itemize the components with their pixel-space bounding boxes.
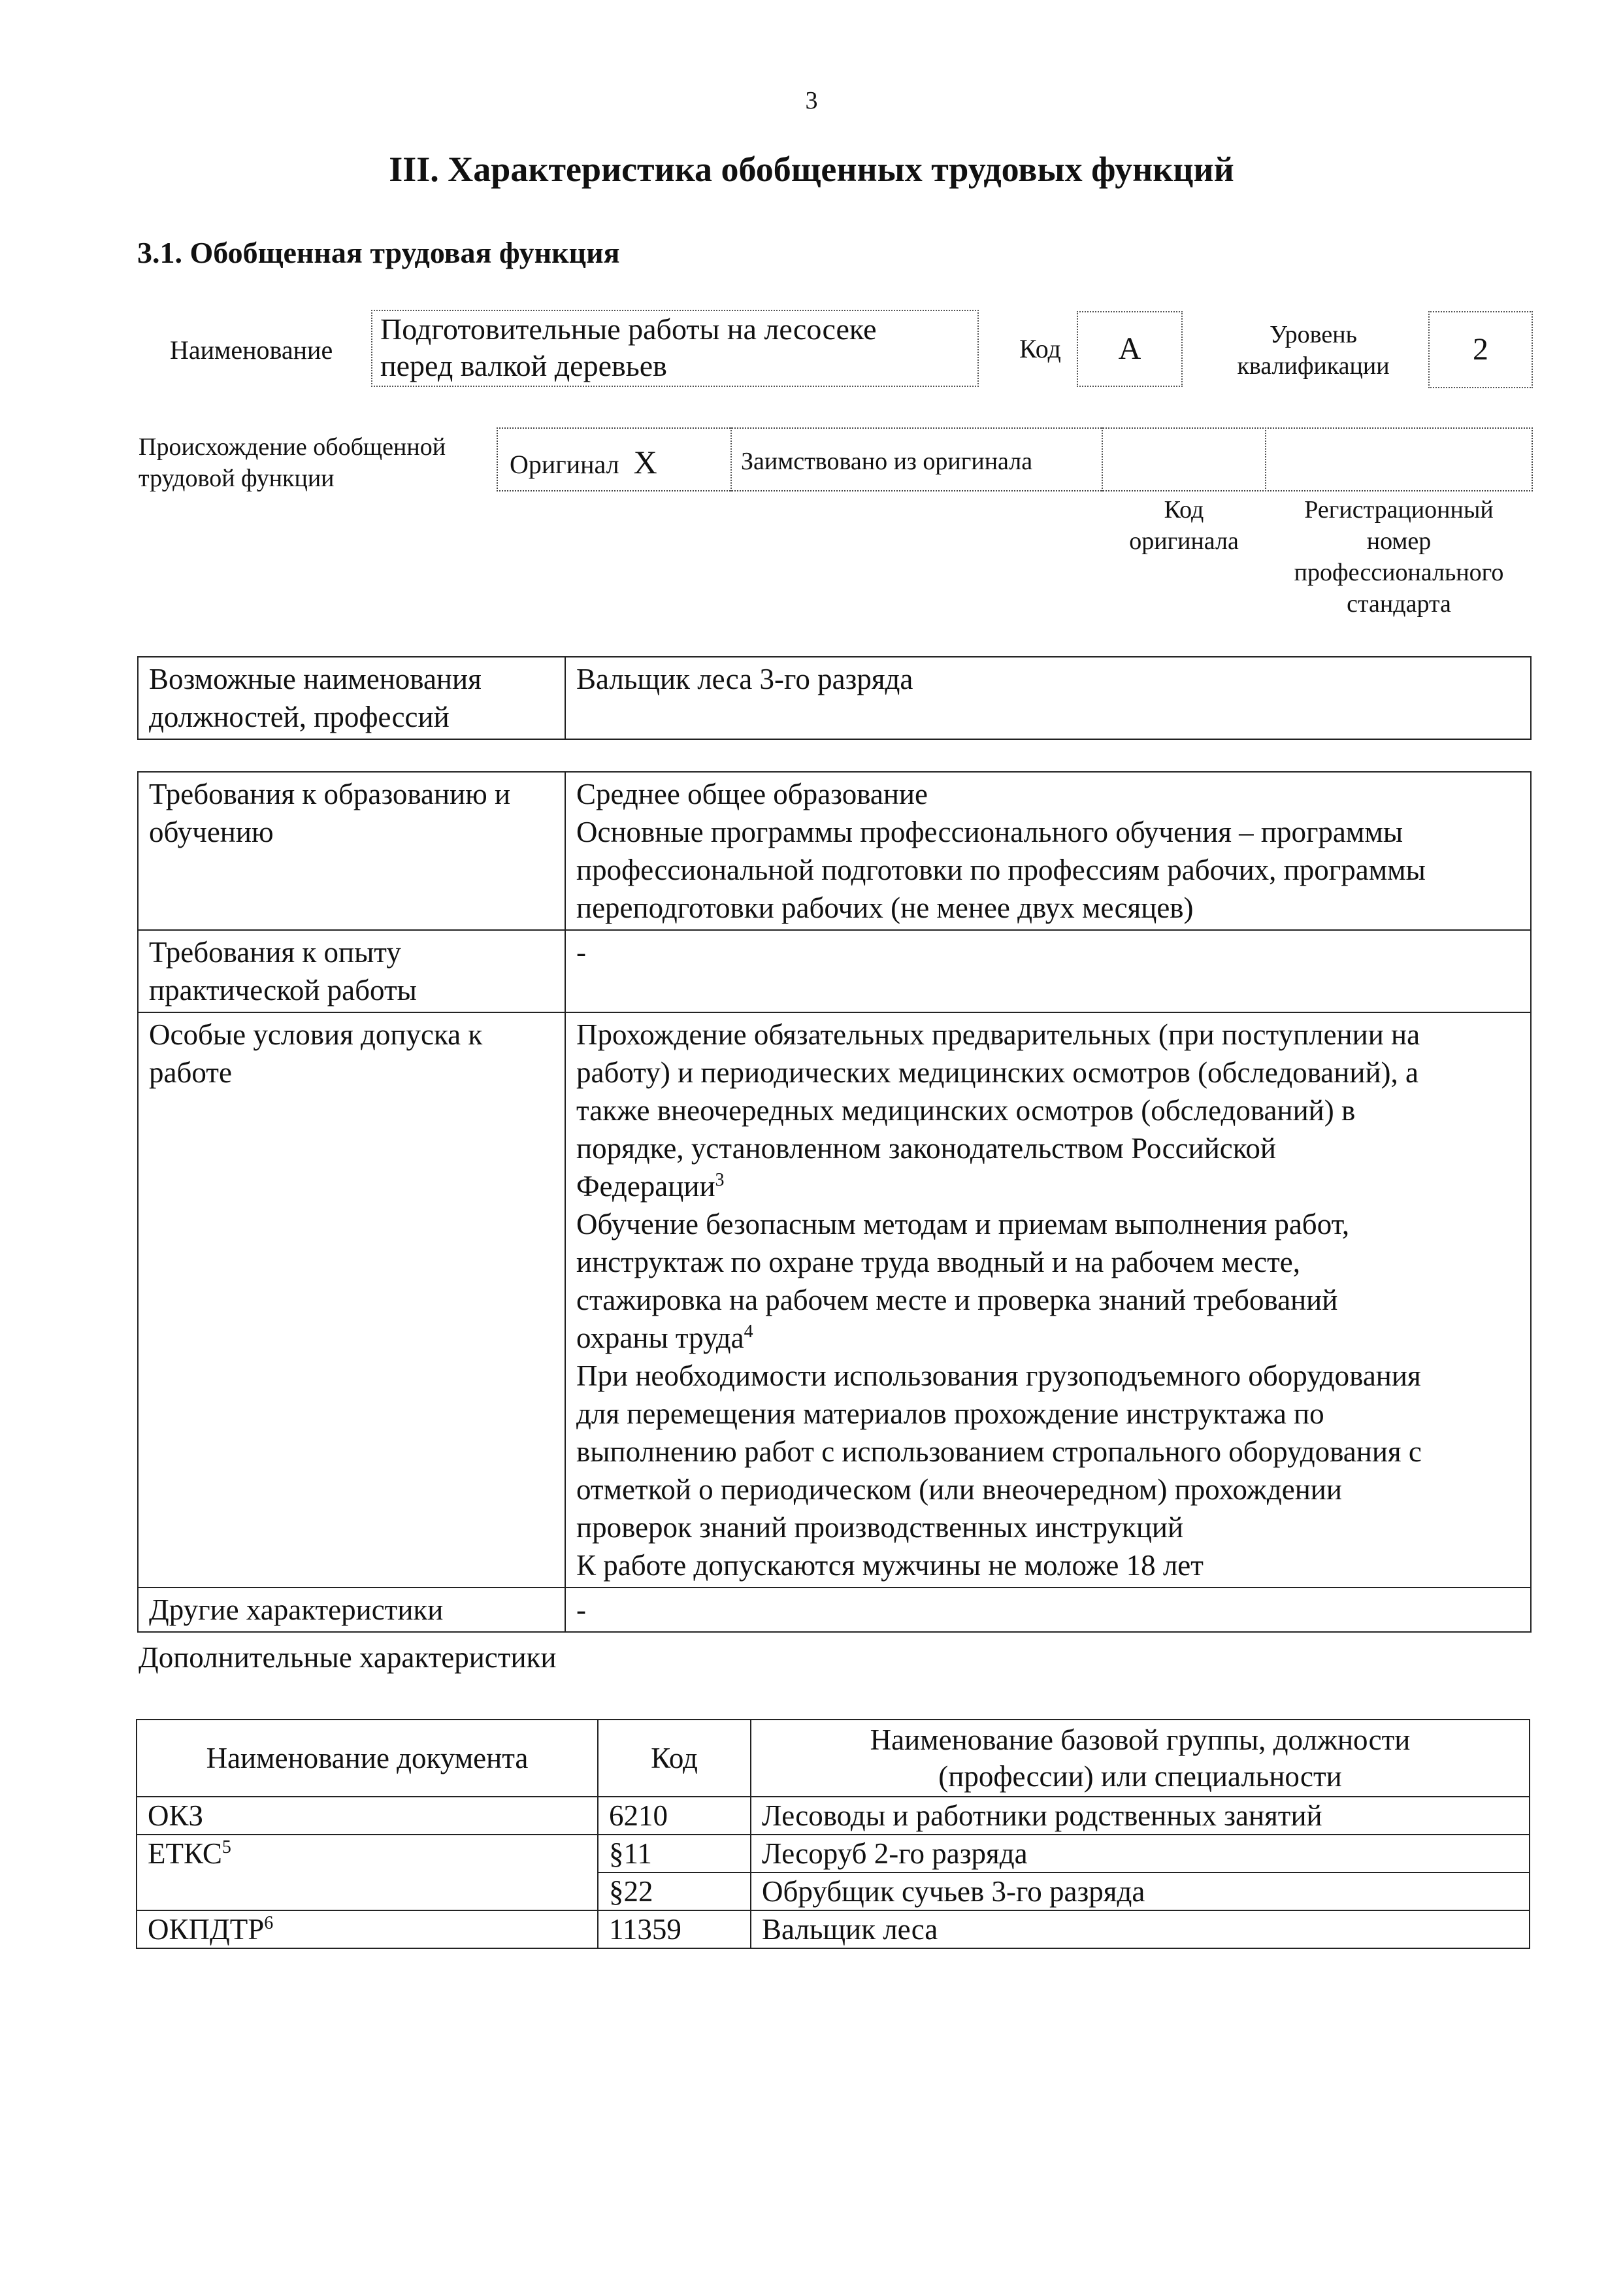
level-label-line1: Уровень [1270,321,1357,348]
col-name-header [751,1720,1530,1797]
table-row [138,1012,1531,1588]
footnote-3: 3 [715,1170,725,1190]
education-line: переподготовки рабочих (не менее двух месяцев) [576,891,1194,924]
conditions-line [576,1319,1520,1357]
page-number: 3 [805,87,818,114]
table-row [138,657,1531,739]
table-row [138,1588,1531,1632]
row-code: 6210 [598,1797,751,1835]
reg-caption-line2: номер [1366,527,1432,555]
positions-label-line1: Возможные наименования [149,663,482,695]
education-label-line1: Требования к образованию и [149,778,511,810]
table-row [137,1797,1530,1835]
conditions-line: работу) и периодических медицинских осмотров (обследований), а [576,1056,1418,1089]
row-doc: ОКЗ [137,1797,598,1835]
conditions-line: инструктаж по охране труда вводный и на рабочем месте, [576,1246,1300,1278]
additional-table [136,1719,1530,1949]
table-header-row [137,1720,1530,1797]
experience-label [138,930,565,1012]
col-code-header: Код [598,1720,751,1797]
conditions-line [576,1167,1520,1205]
section-title: III. Характеристика обобщенных трудовых функций [389,150,1234,189]
table-row [138,772,1531,930]
conditions-line: проверок знаний производственных инструкций [576,1511,1184,1544]
col-doc-header: Наименование документа [137,1720,598,1797]
original-mark: X [633,444,657,480]
function-name-line1: Подготовительные работы на лесосеке [380,312,877,346]
code-caption-line1: Код [1164,496,1204,524]
footnote-4: 4 [744,1322,753,1342]
conditions-line: Прохождение обязательных предварительных (при поступлении на [576,1018,1420,1051]
positions-label-line2: должностей, профессий [149,701,450,733]
row-name: Лесоруб 2-го разряда [751,1835,1530,1872]
education-line: Среднее общее образование [576,778,928,810]
level-label [1215,319,1411,382]
positions-table [137,656,1532,740]
subsection-title: 3.1. Обобщенная трудовая функция [137,236,620,269]
conditions-label [138,1012,565,1588]
row-doc-text: ЕТКС [148,1837,222,1870]
row-name: Обрубщик сучьев 3-го разряда [751,1872,1530,1910]
row-name: Лесоводы и работники родственных занятий [751,1797,1530,1835]
code-original-caption [1104,494,1264,557]
origin-label-line2: трудовой функции [139,465,335,492]
conditions-line: Обучение безопасным методам и приемам выполнения работ, [576,1208,1350,1240]
table-row [138,930,1531,1012]
origin-label [139,431,446,494]
conditions-line: порядке, установленном законодательством Российской [576,1132,1276,1165]
origin-divider-1 [730,427,732,491]
education-line: Основные программы профессионального обучения – программы [576,816,1403,848]
name-label: Наименование [170,335,333,365]
education-label-line2: обучению [149,816,274,848]
level-label-line2: квалификации [1237,352,1390,380]
education-value [565,772,1531,930]
table-row [137,1910,1530,1948]
reg-caption-line4: стандарта [1347,590,1451,618]
origin-divider-3 [1265,427,1266,491]
footnote-5: 5 [221,1837,231,1857]
conditions-line: стажировка на рабочем месте и проверка знаний требований [576,1284,1338,1316]
other-value: - [565,1588,1531,1632]
row-code: §22 [598,1872,751,1910]
origin-original [510,443,657,481]
conditions-line: При необходимости использования грузоподъемного оборудования [576,1359,1421,1392]
level-value: 2 [1428,311,1533,388]
table-row [137,1872,1530,1910]
requirements-table [137,771,1532,1633]
col-name-header-line2: (профессии) или специальности [938,1760,1342,1793]
education-line: профессиональной подготовки по профессиям рабочих, программы [576,854,1426,886]
additional-heading: Дополнительные характеристики [139,1641,557,1674]
conditions-line: для перемещения материалов прохождение инструктажа по [576,1397,1324,1430]
row-doc-text: ОКПДТР [148,1913,265,1946]
function-name-line2: перед валкой деревьев [380,349,667,382]
conditions-line: К работе допускаются мужчины не моложе 18 лет [576,1549,1204,1582]
function-name-box [371,310,979,387]
positions-label [138,657,565,739]
reg-number-caption [1265,494,1533,620]
education-label [138,772,565,930]
other-label: Другие характеристики [138,1588,565,1632]
row-code: §11 [598,1835,751,1872]
original-label: Оригинал [510,450,619,479]
code-label: Код [1019,334,1061,363]
reg-caption-line1: Регистрационный [1304,496,1494,524]
row-doc [137,1910,598,1948]
col-name-header-line1: Наименование базовой группы, должности [870,1723,1411,1756]
experience-label-line2: практической работы [149,974,417,1007]
conditions-label-line1: Особые условия допуска к [149,1018,483,1051]
footnote-6: 6 [264,1913,274,1933]
row-doc [137,1872,598,1910]
conditions-line: выполнению работ с использованием стропального оборудования с [576,1435,1422,1468]
code-caption-line2: оригинала [1129,527,1239,555]
conditions-line-text: охраны труда [576,1322,744,1354]
code-value: А [1077,311,1183,387]
experience-label-line1: Требования к опыту [149,936,401,969]
origin-label-line1: Происхождение обобщенной [139,433,446,461]
conditions-line: отметкой о периодическом (или внеочередном) прохождении [576,1473,1342,1506]
experience-value: - [565,930,1531,1012]
conditions-value [565,1012,1531,1588]
row-name: Вальщик леса [751,1910,1530,1948]
table-row [137,1835,1530,1872]
conditions-line-text: Федерации [576,1170,715,1203]
borrowed-label: Заимствовано из оригинала [741,448,1033,475]
origin-divider-2 [1102,427,1103,491]
row-doc [137,1835,598,1872]
positions-value: Вальщик леса 3-го разряда [565,657,1531,739]
conditions-line: также внеочередных медицинских осмотров (обследований) в [576,1094,1356,1127]
row-code: 11359 [598,1910,751,1948]
reg-caption-line3: профессионального [1294,559,1504,586]
conditions-label-line2: работе [149,1056,232,1089]
